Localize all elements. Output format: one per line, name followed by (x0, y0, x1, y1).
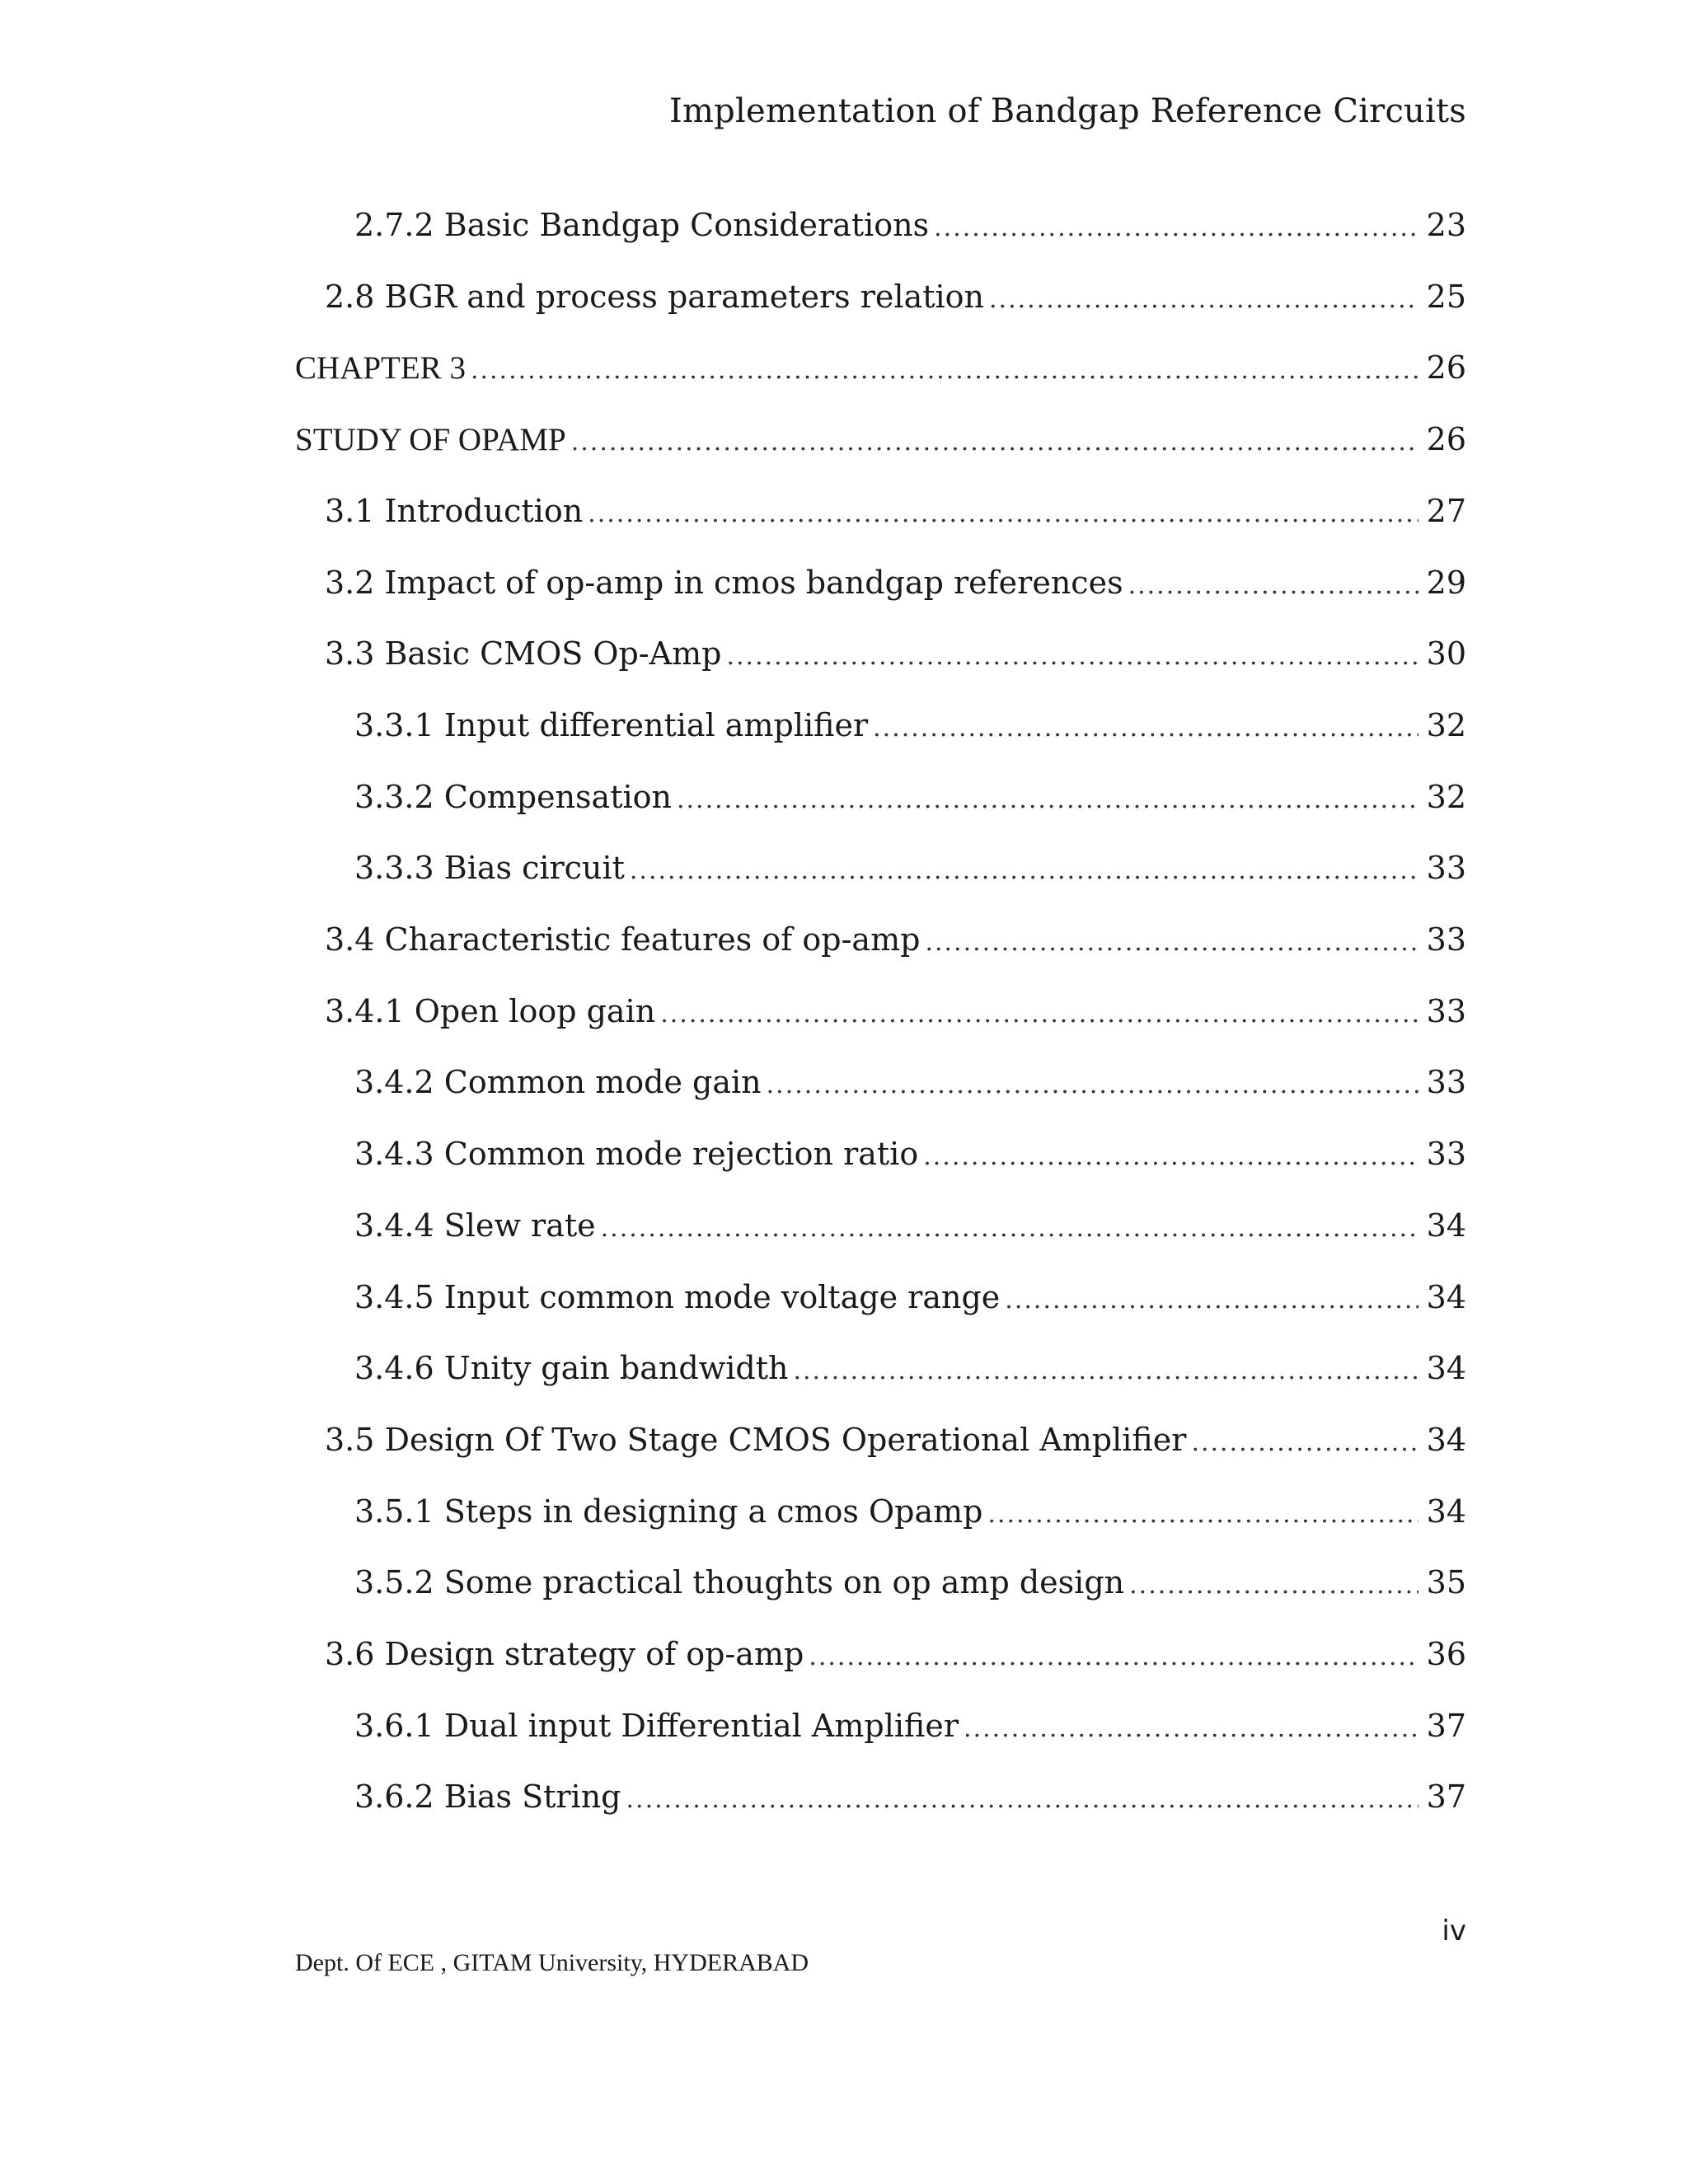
toc-entry-title: 3.6.1 Dual input Differential Amplifier (354, 1708, 959, 1744)
toc-entry-title: 3.6.2 Bias String (354, 1779, 621, 1815)
toc-entry[interactable] (295, 916, 1466, 963)
toc-dot-leader (660, 991, 1418, 1038)
toc-entry[interactable] (295, 1703, 1466, 1749)
toc-entry-page-number: 25 (1426, 279, 1466, 315)
toc-entry-page-number: 33 (1426, 1136, 1466, 1172)
page-footer: Dept. Of ECE , GITAM University, HYDERABAD (295, 1949, 809, 1976)
toc-dot-leader (809, 1634, 1418, 1680)
toc-entry[interactable] (295, 1202, 1466, 1249)
toc-entry[interactable] (295, 845, 1466, 891)
toc-entry[interactable] (295, 274, 1466, 320)
toc-entry[interactable] (295, 1631, 1466, 1677)
toc-dot-leader (767, 1062, 1418, 1108)
toc-entry-title: 3.5.2 Some practical thoughts on op amp design (354, 1564, 1125, 1601)
toc-entry-title: 3.4.5 Input common mode voltage range (354, 1279, 1001, 1315)
toc-entry-page-number: 23 (1426, 207, 1466, 243)
toc-dot-leader (989, 277, 1418, 323)
toc-entry[interactable] (295, 702, 1466, 748)
toc-entry[interactable] (295, 344, 1466, 391)
toc-entry-title: 3.4.3 Common mode rejection ratio (354, 1136, 919, 1172)
toc-entry[interactable] (295, 1488, 1466, 1535)
toc-entry[interactable] (295, 560, 1466, 606)
toc-entry[interactable] (295, 488, 1466, 534)
toc-entry-page-number: 32 (1426, 779, 1466, 815)
toc-dot-leader (601, 1206, 1418, 1252)
toc-entry[interactable] (295, 1417, 1466, 1463)
toc-entry-page-number: 36 (1426, 1636, 1466, 1672)
toc-entry-page-number: 35 (1426, 1564, 1466, 1601)
toc-entry-page-number: 34 (1426, 1279, 1466, 1315)
toc-dot-leader (626, 1777, 1418, 1823)
toc-entry[interactable] (295, 1559, 1466, 1605)
toc-entry-title: 3.4 Characteristic features of op-amp (325, 921, 921, 958)
toc-entry-page-number: 33 (1426, 993, 1466, 1029)
toc-entry[interactable] (295, 1774, 1466, 1820)
toc-dot-leader (987, 1492, 1418, 1538)
toc-dot-leader (1005, 1277, 1418, 1324)
toc-dot-leader (1128, 563, 1418, 609)
toc-entry-page-number: 29 (1426, 565, 1466, 601)
toc-entry-title: 2.7.2 Basic Bandgap Considerations (354, 207, 930, 243)
toc-dot-leader (1191, 1420, 1418, 1466)
toc-entry-title: 3.3.1 Input differential amplifier (354, 707, 869, 743)
toc-entry-page-number: 37 (1426, 1708, 1466, 1744)
toc-entry-title: 3.5.1 Steps in designing a cmos Opamp (354, 1493, 983, 1530)
toc-entry-title: 3.3.2 Compensation (354, 779, 672, 815)
toc-entry-page-number: 32 (1426, 707, 1466, 743)
toc-entry-page-number: 30 (1426, 635, 1466, 672)
toc-entry-title: 3.6 Design strategy of op-amp (325, 1636, 804, 1672)
toc-entry-title: 3.4.4 Slew rate (354, 1207, 596, 1244)
toc-dot-leader (726, 634, 1418, 680)
toc-entry-page-number: 37 (1426, 1779, 1466, 1815)
toc-entry[interactable] (295, 202, 1466, 248)
toc-entry[interactable] (295, 630, 1466, 677)
toc-dot-leader (923, 1134, 1418, 1180)
toc-dot-leader (677, 777, 1418, 823)
toc-entry[interactable] (295, 1274, 1466, 1320)
toc-entry-page-number: 33 (1426, 921, 1466, 958)
toc-dot-leader (571, 419, 1418, 466)
page-number: iv (1442, 1915, 1466, 1947)
toc-entry-title: 3.3.3 Bias circuit (354, 850, 625, 886)
toc-dot-leader (925, 920, 1418, 966)
toc-dot-leader (1129, 1563, 1418, 1609)
toc-entry[interactable] (295, 416, 1466, 462)
toc-dot-leader (588, 491, 1418, 537)
toc-entry-title: STUDY OF OPAMP (295, 422, 566, 457)
toc-entry[interactable] (295, 1131, 1466, 1177)
toc-dot-leader (873, 705, 1418, 752)
toc-entry-title: 3.4.1 Open loop gain (325, 993, 656, 1029)
toc-dot-leader (934, 205, 1418, 251)
toc-dot-leader (964, 1706, 1418, 1752)
toc-dot-leader (630, 848, 1418, 894)
toc-dot-leader (471, 348, 1418, 394)
toc-entry-title: 3.4.6 Unity gain bandwidth (354, 1350, 789, 1386)
toc-entry-page-number: 34 (1426, 1207, 1466, 1244)
toc-entry-title: 3.5 Design Of Two Stage CMOS Operational Amplifier (325, 1422, 1187, 1458)
toc-entry-page-number: 34 (1426, 1422, 1466, 1458)
toc-entry-title: 3.2 Impact of op-amp in cmos bandgap references (325, 565, 1123, 601)
toc-entry-title: 2.8 BGR and process parameters relation (325, 279, 985, 315)
toc-entry-title: 3.4.2 Common mode gain (354, 1064, 762, 1100)
toc-entry-title: 3.3 Basic CMOS Op-Amp (325, 635, 722, 672)
toc-entry-page-number: 33 (1426, 850, 1466, 886)
toc-entry-page-number: 27 (1426, 493, 1466, 529)
toc-entry-page-number: 33 (1426, 1064, 1466, 1100)
toc-entry-page-number: 26 (1426, 349, 1466, 386)
toc-entry[interactable] (295, 1345, 1466, 1391)
running-header: Implementation of Bandgap Reference Circuits (669, 92, 1466, 130)
toc-entry-page-number: 26 (1426, 421, 1466, 457)
toc-entry-page-number: 34 (1426, 1350, 1466, 1386)
toc-entry-title: 3.1 Introduction (325, 493, 584, 529)
toc-entry[interactable] (295, 1059, 1466, 1105)
toc-entry[interactable] (295, 774, 1466, 820)
toc-entry[interactable] (295, 988, 1466, 1034)
toc-entry-title: CHAPTER 3 (295, 350, 466, 386)
toc-dot-leader (793, 1348, 1418, 1394)
toc-entry-page-number: 34 (1426, 1493, 1466, 1530)
